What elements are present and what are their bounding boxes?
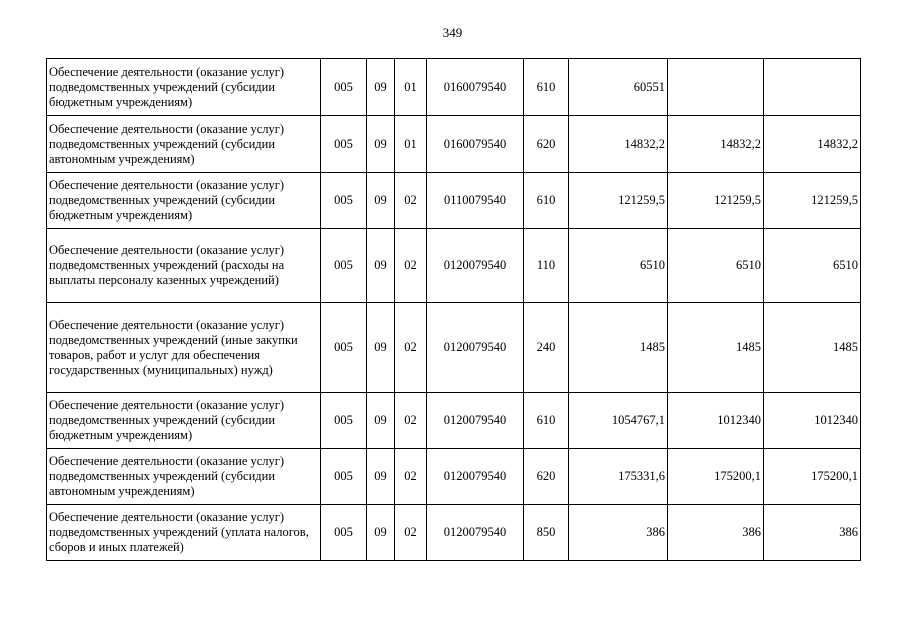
expense-type-cell: 850 [524,505,569,561]
ministry-cell: 005 [321,173,367,229]
ministry-cell: 005 [321,449,367,505]
sum2-cell: 386 [668,505,764,561]
sum2-cell: 121259,5 [668,173,764,229]
table-row [47,449,861,505]
target-article-cell: 0120079540 [427,449,524,505]
page-number: 349 [442,25,463,40]
table-row [47,393,861,449]
section-cell: 09 [367,116,395,173]
target-article-cell: 0120079540 [427,393,524,449]
ministry-cell: 005 [321,229,367,303]
sum1-cell: 6510 [569,229,668,303]
ministry-cell: 005 [321,303,367,393]
section-cell: 09 [367,173,395,229]
ministry-cell: 005 [321,59,367,116]
row-name-cell: Обеспечение деятельности (оказание услуг) подведомственных учреждений (субсидии автономным учреждениям) [47,449,321,505]
subsection-cell: 01 [395,116,427,173]
row-name-cell: Обеспечение деятельности (оказание услуг) подведомственных учреждений (субсидии бюджетным учреждениям) [47,393,321,449]
sum3-cell: 1485 [764,303,861,393]
subsection-cell: 02 [395,303,427,393]
target-article-cell: 0110079540 [427,173,524,229]
target-article-cell: 0160079540 [427,116,524,173]
row-name-cell: Обеспечение деятельности (оказание услуг) подведомственных учреждений (субсидии бюджетным учреждениям) [47,173,321,229]
expense-type-cell: 620 [524,116,569,173]
section-cell: 09 [367,59,395,116]
expense-type-cell: 240 [524,303,569,393]
sum3-cell: 14832,2 [764,116,861,173]
expense-type-cell: 620 [524,449,569,505]
section-cell: 09 [367,229,395,303]
table-row [47,59,861,116]
subsection-cell: 02 [395,449,427,505]
subsection-cell: 02 [395,173,427,229]
section-cell: 09 [367,505,395,561]
row-name-cell: Обеспечение деятельности (оказание услуг) подведомственных учреждений (уплата налогов, сборов и иных платежей) [47,505,321,561]
expense-type-cell: 610 [524,393,569,449]
sum2-cell: 1485 [668,303,764,393]
table-row [47,173,861,229]
sum3-cell: 6510 [764,229,861,303]
subsection-cell: 02 [395,229,427,303]
sum2-cell: 175200,1 [668,449,764,505]
subsection-cell: 02 [395,393,427,449]
row-name-cell: Обеспечение деятельности (оказание услуг) подведомственных учреждений (расходы на выплаты персоналу казенных учреждений) [47,229,321,303]
table-row [47,505,861,561]
sum3-cell: 175200,1 [764,449,861,505]
sum3-cell: 386 [764,505,861,561]
section-cell: 09 [367,449,395,505]
sum2-cell: 14832,2 [668,116,764,173]
sum1-cell: 1054767,1 [569,393,668,449]
ministry-cell: 005 [321,116,367,173]
row-name-cell: Обеспечение деятельности (оказание услуг) подведомственных учреждений (иные закупки товаров, работ и услуг для обеспечения государственных (муниципальных) нужд) [47,303,321,393]
sum3-cell: 1012340 [764,393,861,449]
table-row [47,116,861,173]
target-article-cell: 0120079540 [427,303,524,393]
row-name-cell: Обеспечение деятельности (оказание услуг) подведомственных учреждений (субсидии автономным учреждениям) [47,116,321,173]
sum1-cell: 121259,5 [569,173,668,229]
sum1-cell: 386 [569,505,668,561]
table-row [47,303,861,393]
sum3-cell: 121259,5 [764,173,861,229]
sum2-cell: 6510 [668,229,764,303]
sum1-cell: 14832,2 [569,116,668,173]
sum1-cell: 1485 [569,303,668,393]
target-article-cell: 0120079540 [427,229,524,303]
subsection-cell: 02 [395,505,427,561]
expense-type-cell: 610 [524,173,569,229]
target-article-cell: 0120079540 [427,505,524,561]
sum1-cell: 60551 [569,59,668,116]
sum2-cell: 1012340 [668,393,764,449]
ministry-cell: 005 [321,505,367,561]
ministry-cell: 005 [321,393,367,449]
subsection-cell: 01 [395,59,427,116]
expense-type-cell: 110 [524,229,569,303]
sum2-cell [668,59,764,116]
expense-type-cell: 610 [524,59,569,116]
sum1-cell: 175331,6 [569,449,668,505]
table-row [47,229,861,303]
sum3-cell [764,59,861,116]
budget-table [46,58,861,561]
section-cell: 09 [367,303,395,393]
row-name-cell: Обеспечение деятельности (оказание услуг) подведомственных учреждений (субсидии бюджетным учреждениям) [47,59,321,116]
target-article-cell: 0160079540 [427,59,524,116]
section-cell: 09 [367,393,395,449]
